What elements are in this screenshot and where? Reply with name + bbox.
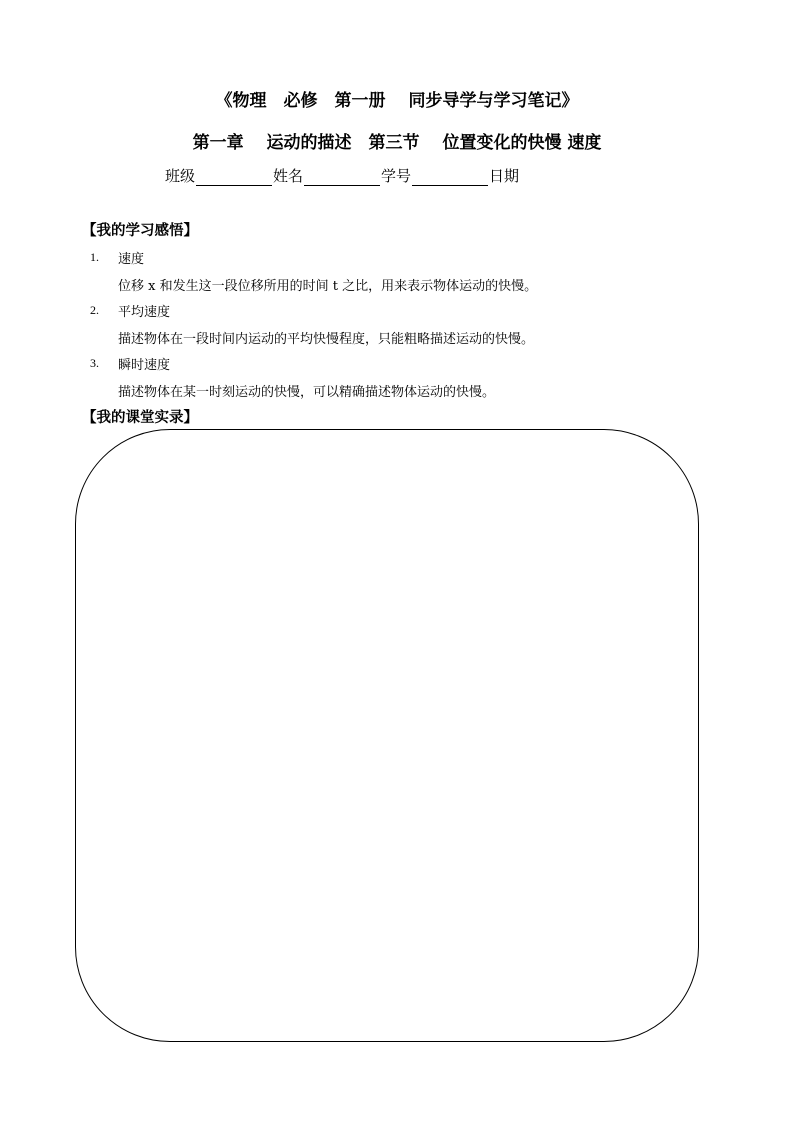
item-title: 瞬时速度: [118, 358, 171, 373]
class-field[interactable]: [196, 169, 272, 186]
classroom-notes-box[interactable]: [75, 429, 699, 1042]
learning-section-heading: 【我的学习感悟】: [82, 222, 198, 239]
item-number: 2.: [90, 303, 99, 317]
item-description: 位移 x 和发生这一段位移所用的时间 t 之比，用来表示物体运动的快慢。: [118, 279, 538, 294]
student-info-line: [165, 165, 519, 186]
item-description: 描述物体在一段时间内运动的平均快慢程度，只能粗略描述运动的快慢。: [118, 332, 535, 347]
page-title: 《物理 必修 第一册 同步导学与学习笔记》: [215, 91, 579, 111]
student-id-field[interactable]: [412, 169, 488, 186]
item-title: 平均速度: [118, 305, 171, 320]
item-title: 速度: [118, 252, 145, 267]
item-description: 描述物体在某一时刻运动的快慢，可以精确描述物体运动的快慢。: [118, 385, 496, 400]
item-number: 1.: [90, 250, 99, 264]
student-id-label: 学号: [381, 167, 412, 185]
name-field[interactable]: [304, 169, 380, 186]
name-label: 姓名: [273, 167, 304, 185]
classroom-section-heading: 【我的课堂实录】: [82, 409, 198, 426]
class-label: 班级: [165, 167, 196, 185]
date-label: 日期: [489, 167, 520, 185]
item-number: 3.: [90, 356, 99, 370]
chapter-subtitle: 第一章 运动的描述 第三节 位置变化的快慢 速度: [192, 133, 602, 153]
